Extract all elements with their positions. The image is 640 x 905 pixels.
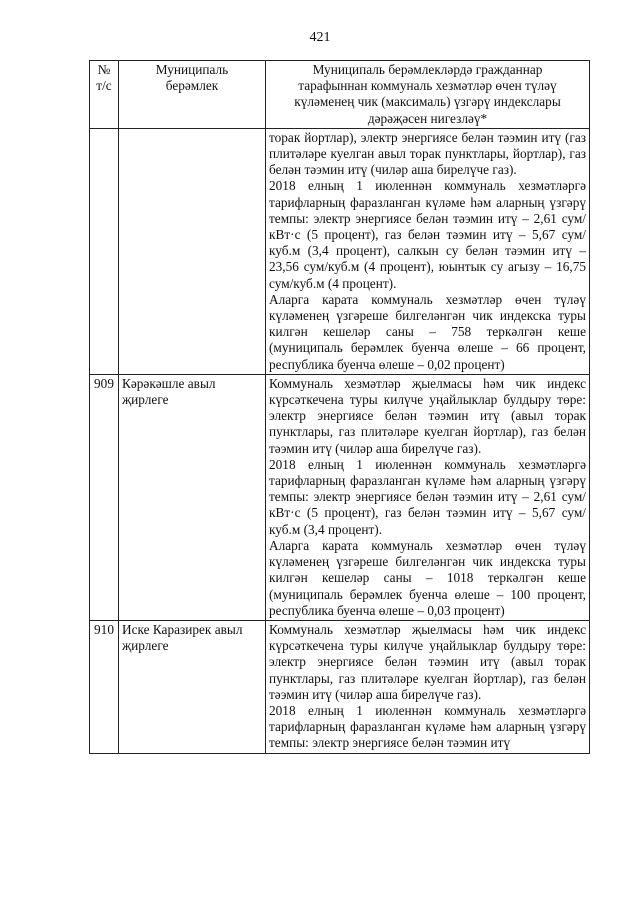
- header-municipality: [119, 61, 266, 129]
- row-description: [266, 374, 590, 620]
- table-row: [90, 374, 590, 620]
- table-row: [90, 620, 590, 753]
- page-number: 421: [309, 30, 331, 45]
- municipal-tariff-table: [89, 60, 590, 754]
- header-description: [266, 61, 590, 129]
- header-description-line: күләменең чик (максималь) үзгәрү индекслары: [294, 94, 561, 110]
- row-number: 910: [90, 620, 119, 753]
- description-paragraph: 2018 елның 1 июленнән коммуналь хезмәтләргә тарифларның фаразланган күләме һәм аларның үзгәрү темпы: электр энергиясе белән тәэмин итү – 2,61 сум/кВт·с (5 процент), газ белән тәэмин итү – 5,67 сум/куб.м (3,4 процент), салкын су белән тәэмин итү – 23,56 сум/куб.м (4 процент), юынтык су агызу – 16,75 сум/куб.м (4 процент).: [269, 178, 586, 291]
- description-paragraph: торак йортлар), электр энергиясе белән тәэмин итү (газ плитәләре куелган авыл торак пунктлары, йортлар), газ белән тәэмин итү (чиләр аша бирелүче газ).: [269, 129, 586, 178]
- table-header-row: [90, 61, 590, 129]
- header-number: [90, 61, 119, 129]
- row-description: [266, 128, 590, 374]
- row-description: [266, 620, 590, 753]
- row-municipality: [119, 128, 266, 374]
- description-paragraph: 2018 елның 1 июленнән коммуналь хезмәтләргә тарифларның фаразланган күләме һәм аларның үзгәрү темпы: электр энергиясе белән тәэмин итү: [269, 702, 586, 751]
- description-paragraph: Аларга карата коммуналь хезмәтләр өчен түләү күләменең үзгәреше билгеләнгән чик индекска туры килгән кешеләр саны – 758 теркәлгән кеше (муниципаль берәмлек буенча өлеше – 66 процент, республика буенча өлеше – 0,02 процент): [269, 291, 586, 372]
- row-number: 909: [90, 374, 119, 620]
- header-description-line: тарафыннан коммуналь хезмәтләр өчен түләү: [298, 78, 557, 94]
- description-paragraph: Коммуналь хезмәтләр җыелмасы һәм чик индекс күрсәткечена туры килүче уңайлыклар булдыру төре: электр энергиясе белән тәэмин итү (авыл торак пунктлары, газ плитәләре куелган йортлар), газ белән тәэмин итү (чиләр аша бирелүче газ).: [269, 621, 586, 702]
- row-number: [90, 128, 119, 374]
- header-municipality-line: Муниципаль: [155, 62, 229, 77]
- row-municipality: Иске Каразирек авыл җирлеге: [119, 620, 266, 753]
- header-number-line: №: [97, 62, 111, 77]
- header-number-line: т/с: [96, 78, 112, 94]
- description-paragraph: Аларга карата коммуналь хезмәтләр өчен түләү күләменең үзгәреше билгеләнгән чик индекска туры килгән кешеләр саны – 1018 теркәлгән кеше (муниципаль берәмлек буенча өлеше – 100 процент, республика буенча өлеше – 0,03 процент): [269, 537, 586, 618]
- description-paragraph: Коммуналь хезмәтләр җыелмасы һәм чик индекс күрсәткечена туры килүче уңайлыклар булдыру төре: электр энергиясе белән тәэмин итү (авыл торак пунктлары, газ плитәләре куелган йортлар), газ белән тәэмин итү (чиләр аша бирелүче газ).: [269, 375, 586, 456]
- row-municipality: Кәрәкәшле авыл җирлеге: [119, 374, 266, 620]
- header-description-line: дәрәҗәсен нигезләү*: [367, 110, 488, 126]
- header-description-line: Муниципаль берәмлекләрдә гражданнар: [312, 62, 543, 77]
- table-row: [90, 128, 590, 374]
- description-paragraph: 2018 елның 1 июленнән коммуналь хезмәтләргә тарифларның фаразланган күләме һәм аларның үзгәрү темпы: электр энергиясе белән тәэмин итү – 2,61 сум/кВт·с (5 процент), газ белән тәэмин итү – 5,67 сум/куб.м (3,4 процент).: [269, 456, 586, 537]
- header-municipality-line: берәмлек: [165, 78, 219, 94]
